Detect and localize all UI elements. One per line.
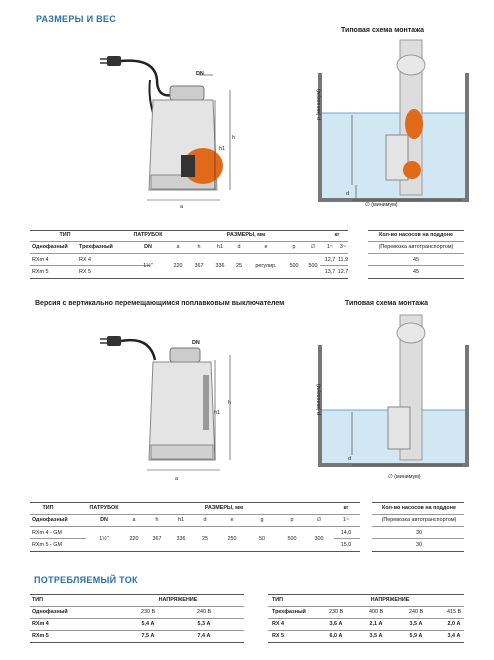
table2-sub-count: (Перевозка автотранспортом)	[381, 517, 457, 523]
label-p-1: p (минимум)	[316, 89, 322, 120]
current-right-rule-head	[268, 606, 464, 607]
table1-row1-kg1: 12,7	[324, 257, 336, 263]
table1-merged-dia: 500	[308, 263, 318, 269]
table1-merged-h: 367	[194, 263, 204, 269]
table2-col-h1: h1	[178, 517, 184, 523]
table1-merged-p: 500	[289, 263, 299, 269]
table1-count-rule-head	[368, 241, 464, 242]
table2-rule-head	[30, 514, 360, 515]
section-title-current: ПОТРЕБЛЯЕМЫЙ ТОК	[34, 575, 138, 585]
table1-rule-bottom	[30, 278, 348, 279]
table2-h-dims: РАЗМЕРЫ, мм	[204, 505, 244, 511]
table2-count-rule-row	[372, 538, 464, 539]
table1-merged-d: 25	[236, 263, 242, 269]
current-right-volt-400: 400 В	[368, 609, 384, 615]
current-right-rule-row	[268, 630, 464, 631]
table2-row2-kg: 15,0	[340, 542, 352, 548]
label-h1-2: h1	[214, 410, 220, 416]
current-left-row1-type: RXm 4	[32, 621, 49, 627]
label-dn-1: DN	[196, 71, 204, 77]
table1-sub-dn: DN	[144, 244, 152, 250]
table2-row1-kg: 14,0	[340, 530, 352, 536]
table1-h-type: ТИП	[59, 232, 71, 238]
table2-h-kg: кг	[343, 505, 349, 511]
table2-merged-a: 220	[129, 536, 139, 542]
table1-col-a: a	[176, 244, 180, 250]
table2-col-e: e	[230, 517, 234, 523]
table2-sub-single: Однофазный	[32, 517, 68, 523]
table2-row2-single: RXm 5 - GM	[32, 542, 62, 548]
current-left-row2-v2: 7,4 А	[197, 633, 211, 639]
table1-merged-dn: 1½"	[143, 263, 153, 269]
current-left-volt-230: 230 В	[140, 609, 156, 615]
current-right-row2-v3: 5,9 А	[409, 633, 423, 639]
label-h-1: h	[232, 135, 235, 141]
label-h-2: h	[228, 400, 231, 406]
current-left-row2-type: RXm 5	[32, 633, 49, 639]
table2-rule-row	[30, 538, 86, 539]
table1-sub-single: Однофазный	[32, 244, 68, 250]
table1-rule-head	[30, 241, 348, 242]
table1-count-rule-sub	[368, 253, 464, 254]
table1-rule-row	[30, 265, 150, 266]
table1-col-e: e	[264, 244, 268, 250]
current-right-rule-sub	[268, 618, 464, 619]
current-left-volt-240: 240 В	[196, 609, 212, 615]
table2-col-dia: ∅	[316, 517, 322, 523]
table1-sub-count: (Перевозка автотранспортом)	[378, 244, 454, 250]
table2-count-rule-sub	[372, 526, 464, 527]
table2-col-a: a	[132, 517, 136, 523]
current-left-h-voltage: НАПРЯЖЕНИЕ	[158, 597, 198, 603]
current-left-row1-v1: 5,4 А	[141, 621, 155, 627]
current-right-row1-v4: 2,0 А	[447, 621, 461, 627]
label-dia-1: ∅ (минимум)	[365, 202, 398, 208]
table2-col-h: h	[155, 517, 159, 523]
table2-merged-e: 250	[227, 536, 237, 542]
table1-row1-count: 45	[413, 257, 419, 263]
table1-merged-a: 220	[173, 263, 183, 269]
table1-row2-kg3: 12,7	[337, 269, 349, 275]
table1-h-kg: кг	[334, 232, 340, 238]
table2-sub-dn: DN	[100, 517, 108, 523]
current-right-volt-415: 415 В	[446, 609, 462, 615]
table2-merged-h1: 336	[176, 536, 186, 542]
table2-row1-count: 30	[416, 530, 422, 536]
current-right-row1-v1: 3,6 А	[329, 621, 343, 627]
table2-count-rule-head	[372, 514, 464, 515]
label-d-1: d	[346, 191, 349, 197]
table1-col-h: h	[197, 244, 201, 250]
table1-row1-kg3: 11,9	[337, 257, 349, 263]
current-right-h-type: ТИП	[272, 597, 284, 603]
current-right-row2-v2: 3,5 А	[369, 633, 383, 639]
table2-merged-dia: 300	[314, 536, 324, 542]
table2-h-count: Кол-во насосов на поддоне	[382, 505, 456, 511]
table2-merged-g: 50	[259, 536, 265, 542]
label-a-2: a	[175, 476, 178, 482]
pump-drawing-2	[95, 320, 255, 485]
current-right-volt-230: 230 В	[328, 609, 344, 615]
current-right-row1-v3: 3,5 А	[409, 621, 423, 627]
table2-h-type: ТИП	[42, 505, 54, 511]
current-left-h-type: ТИП	[32, 597, 44, 603]
table2-col-kg: 1~	[342, 517, 350, 523]
table1-row2-three: RX 5	[79, 269, 91, 275]
current-left-rule-head	[30, 606, 244, 607]
install-scheme-title-1: Типовая схема монтажа	[341, 27, 425, 34]
table2-col-p: p	[290, 517, 294, 523]
current-right-rule-bottom	[268, 642, 464, 643]
install-scheme-drawing-1	[312, 40, 477, 215]
label-dia-2: ∅ (минимум)	[388, 474, 421, 480]
table1-count-rule-bottom	[368, 278, 464, 279]
table2-merged-p: 500	[287, 536, 297, 542]
section-title-vertical-float: Версия с вертикально перемещающимся поплавковым выключателем	[35, 300, 285, 307]
table1-col-dia: ∅	[310, 244, 316, 250]
current-left-rule-bottom	[30, 642, 244, 643]
label-d-2: d	[348, 456, 351, 462]
table2-rule-bottom	[30, 551, 360, 552]
table1-col-d: d	[237, 244, 241, 250]
table1-row1-three: RX 4	[79, 257, 91, 263]
table2-rule-row-kg	[334, 538, 360, 539]
table1-count-rule-row	[368, 265, 464, 266]
label-p-2: p (минимум)	[316, 384, 322, 415]
table2-count-rule-top	[372, 502, 464, 503]
table1-merged-e: регулир.	[255, 263, 277, 269]
pump-drawing-1	[95, 40, 255, 215]
current-left-sub-type: Однофазный	[32, 609, 68, 615]
table2-row2-count: 30	[416, 542, 422, 548]
current-right-row2-v1: 6,0 А	[329, 633, 343, 639]
table1-row2-count: 45	[413, 269, 419, 275]
current-left-rule-sub	[30, 618, 244, 619]
table1-row1-single: RXm 4	[32, 257, 49, 263]
label-a-1: a	[180, 204, 183, 210]
table1-col-h1: h1	[217, 244, 223, 250]
table2-count-rule-bottom	[372, 551, 464, 552]
table2-row1-single: RXm 4 - GM	[32, 530, 62, 536]
table1-h-nozzle: ПАТРУБОК	[133, 232, 163, 238]
table1-count-rule-top	[368, 230, 464, 231]
current-right-h-voltage: НАПРЯЖЕНИЕ	[370, 597, 410, 603]
table2-h-nozzle: ПАТРУБОК	[89, 505, 119, 511]
table1-rule-top	[30, 230, 348, 231]
current-left-row1-v2: 5,3 А	[197, 621, 211, 627]
table2-rule-top	[30, 502, 360, 503]
install-scheme-drawing-2	[312, 315, 477, 485]
current-right-row2-v4: 3,4 А	[447, 633, 461, 639]
table1-col-kg3: 3~	[339, 244, 347, 250]
current-left-row2-v1: 7,5 А	[141, 633, 155, 639]
current-left-rule-top	[30, 594, 244, 595]
table1-col-kg1: 1~	[326, 244, 334, 250]
table1-rule-row-kg	[320, 265, 348, 266]
table2-merged-dn: 1½"	[99, 536, 109, 542]
install-scheme-title-2: Типовая схема монтажа	[345, 300, 429, 307]
table1-h-dims: РАЗМЕРЫ, мм	[226, 232, 266, 238]
table2-merged-h: 367	[152, 536, 162, 542]
label-h1-1: h1	[219, 146, 225, 152]
current-right-sub-type: Трехфазный	[272, 609, 306, 615]
table2-merged-d: 25	[202, 536, 208, 542]
table1-col-p: p	[292, 244, 296, 250]
current-right-row1-type: RX 4	[272, 621, 284, 627]
table1-row2-kg1: 13,7	[324, 269, 336, 275]
table1-merged-h1: 336	[215, 263, 225, 269]
table2-col-g: g	[260, 517, 264, 523]
current-right-row2-type: RX 5	[272, 633, 284, 639]
table2-rule-sub	[30, 526, 360, 527]
table1-h-count: Кол-во насосов на поддоне	[379, 232, 453, 238]
label-dn-2: DN	[192, 340, 200, 346]
current-left-rule-row	[30, 630, 244, 631]
table1-sub-three: Трехфазный	[79, 244, 113, 250]
table2-col-d: d	[203, 517, 207, 523]
section-title-dimensions: РАЗМЕРЫ И ВЕС	[36, 14, 117, 24]
table1-row2-single: RXm 5	[32, 269, 49, 275]
current-right-rule-top	[268, 594, 464, 595]
table1-rule-sub	[30, 253, 348, 254]
current-right-row1-v2: 2,1 А	[369, 621, 383, 627]
current-right-volt-240: 240 В	[408, 609, 424, 615]
